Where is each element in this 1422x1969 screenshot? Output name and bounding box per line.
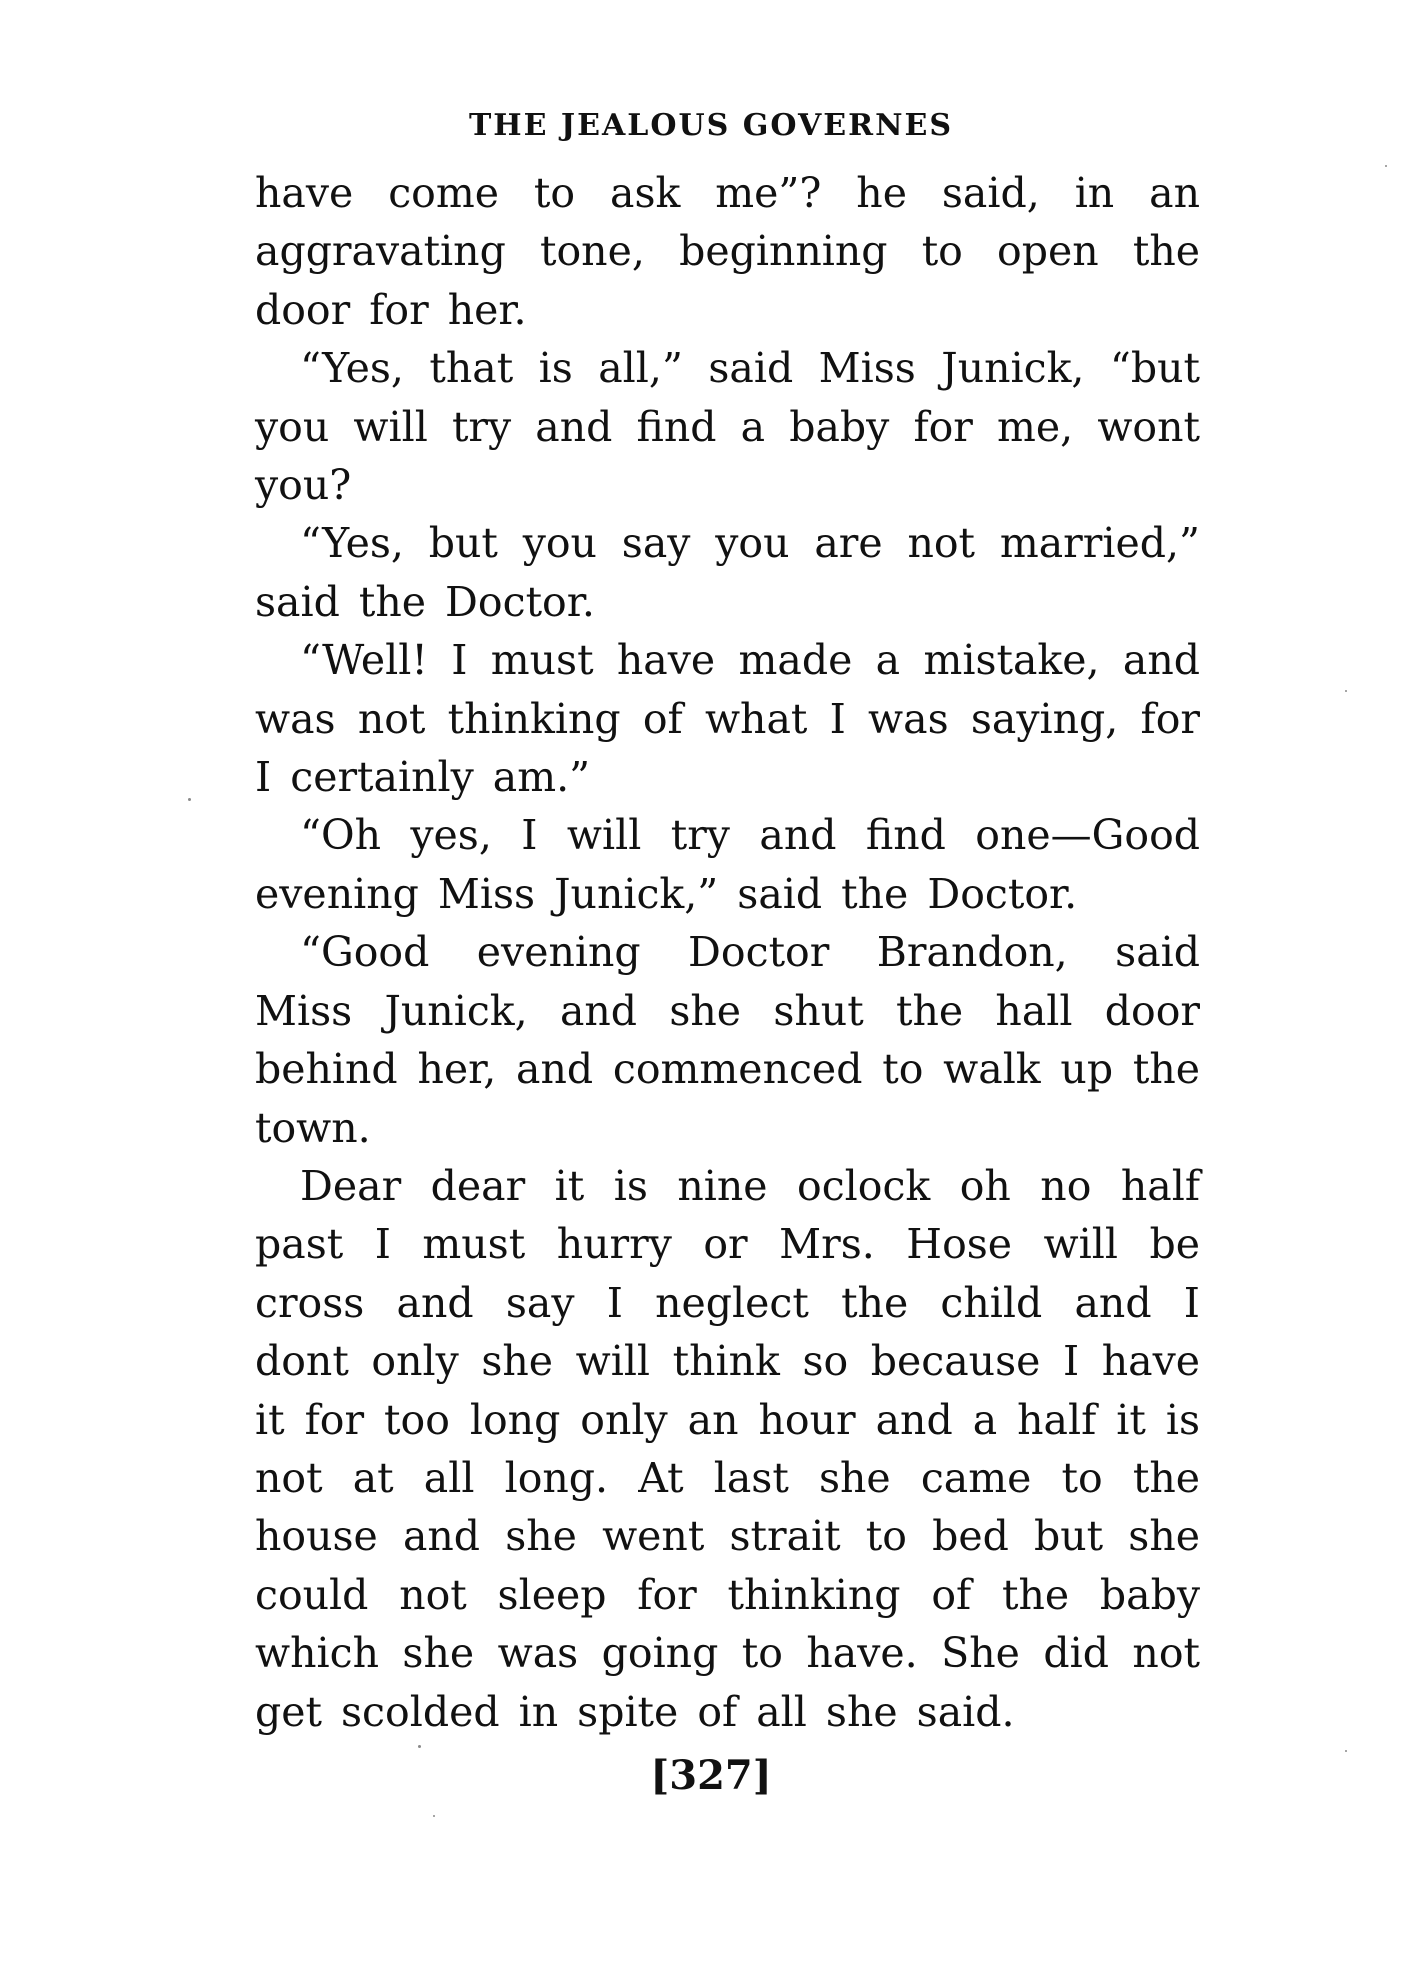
paragraph-7: Dear dear it is nine oclock oh no half past I must hurry or Mrs. Hose will be cross and say I neglect the child and I dont only she will think so because I have it for too long only an hour and a half it is not at all long. At last she came to the house and she went strait to bed but she could not sleep for thinking of the baby which she was going to have. She did not get scolded in spite of all she said.: [255, 1161, 1200, 1736]
paragraph-3: “Yes, but you say you are not married,” said the Doctor.: [255, 519, 1200, 626]
scan-speck: [1385, 165, 1387, 167]
scan-speck: [1345, 690, 1347, 692]
body-text: [255, 164, 1200, 1741]
scan-speck: [1345, 1750, 1347, 1752]
paragraph-5: “Oh yes, I will try and find one—Good evening Miss Junick,” said the Doctor.: [255, 811, 1200, 918]
paragraph-1: have come to ask me”? he said, in an aggravating tone, beginning to open the door for her.: [255, 169, 1200, 334]
paragraph-2: “Yes, that is all,” said Miss Junick, “but you will try and find a baby for me, wont you?: [255, 344, 1200, 510]
scan-speck: [433, 1815, 435, 1817]
page-number: [327]: [650, 1752, 772, 1799]
running-head: THE JEALOUS GOVERNES: [468, 108, 954, 143]
scan-speck: [418, 1745, 421, 1748]
paragraph-4: “Well! I must have made a mistake, and was not thinking of what I was saying, for I certainly am.”: [255, 636, 1200, 802]
paragraph-6: “Good evening Doctor Brandon, said Miss Junick, and she shut the hall door behind her, and commenced to walk up the town.: [255, 928, 1200, 1152]
scan-speck: [188, 798, 191, 801]
